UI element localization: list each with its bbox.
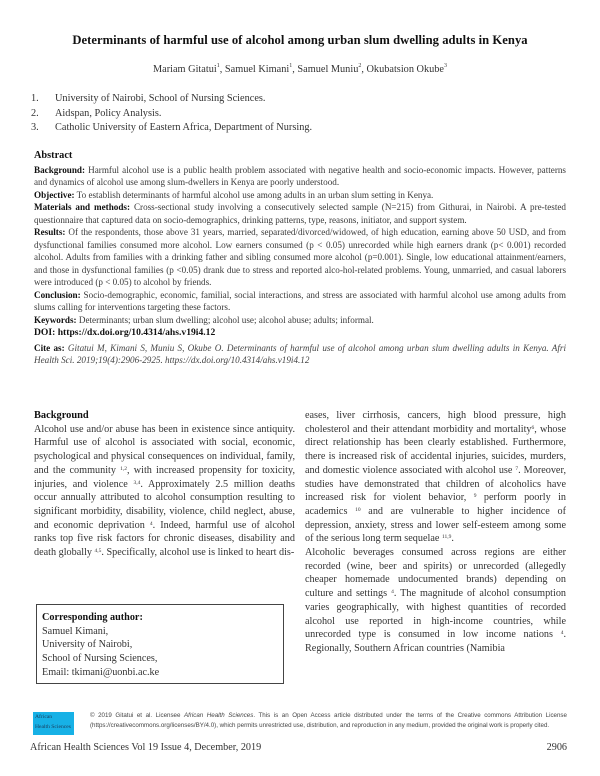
section-text: Harmful alcohol use is a public health problem associated with negative health and socio-economic impacts. However, patterns and dynamics of alcohol use among slum-dwellers in Kenya are poorly understood. bbox=[34, 164, 566, 187]
author-list: Mariam Gitatui$^1$, Samuel Kimani$^1$, Samuel Muniu$^2$, Okubatsion Okube$^3$ bbox=[152, 63, 448, 75]
affiliation-number: 1. bbox=[31, 93, 39, 104]
section-text: Of the respondents, those above 31 years, married, separated/divorced/widowed, of high education, earning above 50 USD, and from dysfunctional families consumed more alcohol. Low earners consumed (p < 0.05) unrecorded while high earners drank (p< 0.001) recorded alcohol. Adults from families with a drinking father and sibling consumed more alcohol (p=0.001). Single, low educational attainment/earners, and those in dysfunctional families (p <0.05) drank due to stress and reported alco-hol-related problems. Young, unmarried, and casual laborers were introduced (p < 0.05) to alcohol by friends. bbox=[34, 227, 566, 287]
citation-ref: 4 bbox=[560, 630, 564, 637]
license-journal: African Health Sciences bbox=[183, 712, 254, 719]
citation-ref: 4 bbox=[391, 589, 394, 596]
abstract-methods bbox=[34, 201, 566, 226]
affiliation-marker: 2 bbox=[358, 63, 362, 69]
abstract-heading: Abstract bbox=[34, 150, 73, 161]
affiliation-item bbox=[31, 107, 312, 122]
affiliation-number: 2. bbox=[31, 107, 39, 119]
citation-ref: 11,9 bbox=[441, 534, 452, 541]
left-column bbox=[34, 409, 295, 560]
author-name: Samuel Kimani, bbox=[42, 625, 109, 637]
section-label: Materials and methods: bbox=[34, 202, 131, 212]
citation-ref: 4 bbox=[149, 520, 153, 527]
affiliation-marker: 1 bbox=[289, 63, 293, 69]
section-label: Background: bbox=[34, 164, 86, 175]
cite-as bbox=[34, 342, 566, 367]
abstract-results bbox=[34, 226, 566, 289]
section-text: Determinants; urban slum dwelling; alcohol use; alcohol abuse; adults; informal. bbox=[76, 314, 374, 325]
section-text: Socio-demographic, economic, familial, social interactions, and stress are associated with harmful alcohol use among adults from slums calling for interventions targeting these factors. bbox=[34, 289, 566, 312]
right-column bbox=[305, 409, 566, 656]
badge-line: Health Sciences bbox=[35, 723, 71, 730]
license-text bbox=[90, 711, 567, 730]
author-name: Samuel Muniu bbox=[297, 64, 359, 75]
citation-ref: 1,2 bbox=[120, 465, 128, 472]
affiliation-marker: 1 bbox=[216, 63, 220, 69]
citation-ref: 10 bbox=[355, 506, 361, 513]
journal-logo-badge bbox=[33, 712, 74, 735]
abstract-keywords bbox=[34, 314, 566, 327]
journal-issue: African Health Sciences Vol 19 Issue 4, December, 2019 bbox=[30, 742, 262, 753]
affiliation-marker: 3 bbox=[444, 63, 448, 69]
author-institution: University of Nairobi, bbox=[42, 639, 133, 651]
affiliation-text: Aidspan, Policy Analysis. bbox=[55, 107, 162, 119]
background-heading: Background bbox=[34, 410, 89, 421]
author-name: Mariam Gitatui bbox=[152, 64, 217, 75]
affiliation-list bbox=[31, 92, 312, 136]
abstract-objective bbox=[34, 189, 566, 202]
affiliation-number: 3. bbox=[31, 122, 39, 133]
author-name: Okubatsion Okube bbox=[366, 64, 445, 75]
affiliation-text: University of Nairobi, School of Nursing Sciences. bbox=[55, 93, 266, 104]
section-text: To establish determinants of harmful alcohol use among adults in an urban slum setting in Kenya. bbox=[74, 189, 434, 200]
license-prefix: © 2019 Gitatui et al. Licensee bbox=[90, 712, 184, 719]
corresponding-author-box bbox=[36, 604, 284, 684]
citation-ref: 9 bbox=[473, 493, 477, 500]
affiliation-item bbox=[31, 121, 312, 136]
section-label: Keywords: bbox=[34, 314, 77, 325]
author-department: School of Nursing Sciences, bbox=[42, 653, 158, 665]
section-text: Cross-sectional study involving a consecutively selected sample (N=215) from Githurai, in Nairobi. A pre-tested questionnaire that captured data on socio-demographics, drinking patterns, type, reasons, initiator, and support system. bbox=[34, 202, 566, 225]
health-effects-paragraph: eases, liver cirrhosis, cancers, high blood pressure, high cholesterol and their attendant morbidity and mortality$^6$, whose direct relationship has been clearly established. Furthermore, there is increased risk of accidental injuries, suicides, murders, and domestic violence associated with alcohol use $^7$. Moreover, studies have demonstrated that children of alcoholics have increased risk for violent behavior, $^9$ perform poorly in academics $^{10}$ and are vulnerable to higher incidence of depression, anxiety, stress and lower self-esteem among some of the serious long term sequelae $^{11,9}$. bbox=[305, 410, 567, 545]
citation-ref: 3,4 bbox=[133, 479, 141, 486]
doi-link[interactable]: DOI: https://dx.doi.org/10.4314/ahs.v19i4.12 bbox=[34, 327, 216, 338]
section-label: Results: bbox=[34, 227, 66, 237]
author-email[interactable]: Email: tkimani@uonbi.ac.ke bbox=[42, 666, 160, 678]
background-paragraph: Alcohol use and/or abuse has been in existence since antiquity. Harmful use of alcohol is associated with social, economic, psychological and physical consequences on individual, family, and the community $^{1,2}$, with increased propensity for toxicity, injuries, and violence $^{3,4}$. Approximately 2.5 million deaths occur annually attributed to alcohol consumption resulting to significant morbidity, disability, violence, child neglect, abuse, and economic deprivation $^4$. Indeed, harmful use of alcohol ranks top five risk factors for chronic diseases, disability and death globally $^{4,5}$. Specifically, alcohol use is linked to heart dis- bbox=[34, 423, 295, 559]
corresponding-author-heading: Corresponding author: bbox=[42, 612, 143, 623]
license-body: . This is an Open Access article distributed under the terms of the Creative commons Attribution License (https://creativecommons.org/licenses/BY/4.0), which permits unrestricted use, distribution, and reproduction in any medium, provided the original work is properly cited. bbox=[90, 712, 567, 729]
cite-text: Gitatui M, Kimani S, Muniu S, Okube O. Determinants of harmful use of alcohol among urban slum dwelling adults in Kenya. Afri Health Sci. 2019;19(4):2906-2925. https://dx.doi.org/10.4314/ahs.v19i4.12 bbox=[34, 342, 566, 365]
cite-label: Cite as: bbox=[34, 342, 65, 353]
section-label: Conclusion: bbox=[34, 289, 81, 300]
badge-line: African bbox=[35, 714, 53, 720]
section-label: Objective: bbox=[34, 189, 75, 200]
citation-ref: 4,5 bbox=[94, 548, 102, 555]
abstract-conclusion bbox=[34, 289, 566, 314]
affiliation-item bbox=[31, 92, 312, 107]
abstract-background bbox=[34, 164, 566, 189]
affiliation-text: Catholic University of Eastern Africa, Department of Nursing. bbox=[55, 122, 313, 133]
paper-title: Determinants of harmful use of alcohol among urban slum dwelling adults in Kenya bbox=[72, 33, 528, 47]
author-name: Samuel Kimani bbox=[224, 64, 290, 75]
citation-ref: 6 bbox=[531, 424, 535, 431]
citation-ref: 7 bbox=[515, 465, 519, 472]
page-number: 2906 bbox=[546, 742, 567, 753]
beverages-paragraph: Alcoholic beverages consumed across regions are either recorded (wine, beer and spirits) or unrecorded (allegedly cheaper homemade undocumented brands) depending on culture and settings $^4$. The magnitude of alcohol consumption varies geographically, with highest quantities of recorded alcohol use reported in high-income countries, while unrecorded type is consumed in low income nations $^4$. Regionally, Southern African countries (Namibia bbox=[305, 547, 567, 654]
abstract-section bbox=[34, 150, 566, 367]
